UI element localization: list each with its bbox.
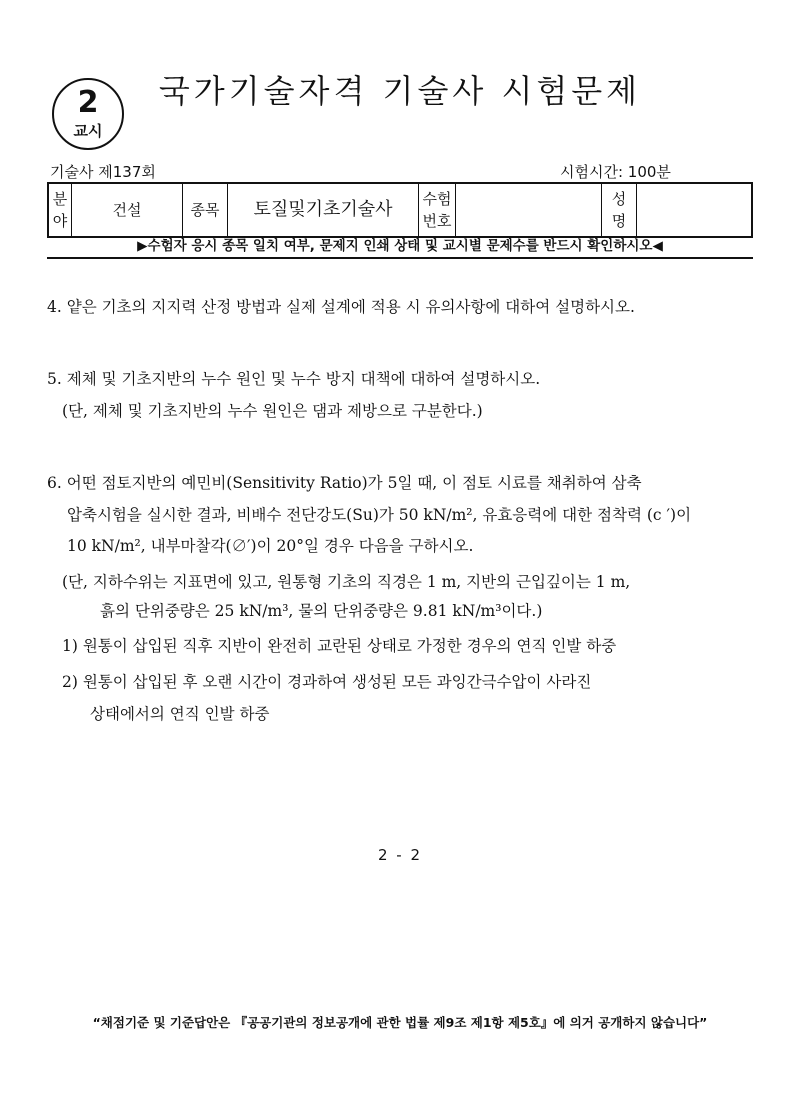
session-number: 2 xyxy=(77,85,99,120)
question-4: 4. 얕은 기초의 지지력 산정 방법과 실제 설계에 적용 시 유의사항에 대하여 설명하시오. xyxy=(47,298,635,316)
field-value: 건설 xyxy=(72,183,183,237)
category-label: 종목 xyxy=(183,183,228,237)
page-number: 2 - 2 xyxy=(377,846,423,864)
category-value: 토질및기초기술사 xyxy=(228,183,419,237)
question-6-sub-2: 2) 원통이 삽입된 후 오랜 시간이 경과하여 생성된 모든 과잉간극수압이 사라진 xyxy=(62,673,592,691)
exam-info-table xyxy=(47,182,753,238)
page-title: 국가기술자격 기술사 시험문제 xyxy=(158,72,642,110)
exam-number-label: 수험 번호 xyxy=(419,183,456,237)
question-6-condition-2: 흙의 단위중량은 25 kN/m³, 물의 단위중량은 9.81 kN/m³이다.) xyxy=(100,602,543,620)
disclosure-footer: “채점기준 및 기준답안은 『공공기관의 정보공개에 관한 법률 제9조 제1항 제5호』에 의거 공개하지 않습니다” xyxy=(92,1015,708,1030)
exam-number-field[interactable] xyxy=(456,183,602,237)
question-6-sub-2-line-2: 상태에서의 연직 인발 하중 xyxy=(90,705,270,723)
question-6-sub-1: 1) 원통이 삽입된 직후 지반이 완전히 교란된 상태로 가정한 경우의 연직 인발 하중 xyxy=(62,637,617,655)
question-5: 5. 제체 및 기초지반의 누수 원인 및 누수 방지 대책에 대하여 설명하시오. xyxy=(47,370,541,388)
session-label: 교시 xyxy=(73,122,103,140)
question-6-condition: (단, 지하수위는 지표면에 있고, 원통형 기초의 직경은 1 m, 지반의 근입깊이는 1 m, xyxy=(62,573,631,591)
question-6-line-3: 10 kN/m², 내부마찰각(∅′)이 20°일 경우 다음을 구하시오. xyxy=(67,537,474,555)
exam-round: 기술사 제137회 xyxy=(50,163,156,181)
field-label: 분 야 xyxy=(48,183,72,237)
question-6: 6. 어떤 점토지반의 예민비(Sensitivity Ratio)가 5일 때, 이 점토 시료를 채취하여 삼축 xyxy=(47,474,642,492)
question-6-line-2: 압축시험을 실시한 결과, 비배수 전단강도(Su)가 50 kN/m², 유효응력에 대한 점착력 (c ′)이 xyxy=(67,506,692,524)
notice-banner: ▶수험자 응시 종목 일치 여부, 문제지 인쇄 상태 및 교시별 문제수를 반드시 확인하시오◀ xyxy=(47,235,753,259)
name-label: 성 명 xyxy=(602,183,637,237)
question-5-condition: (단, 제체 및 기초지반의 누수 원인은 댐과 제방으로 구분한다.) xyxy=(62,402,483,420)
exam-time: 시험시간: 100분 xyxy=(560,163,671,181)
name-field[interactable] xyxy=(637,183,753,237)
